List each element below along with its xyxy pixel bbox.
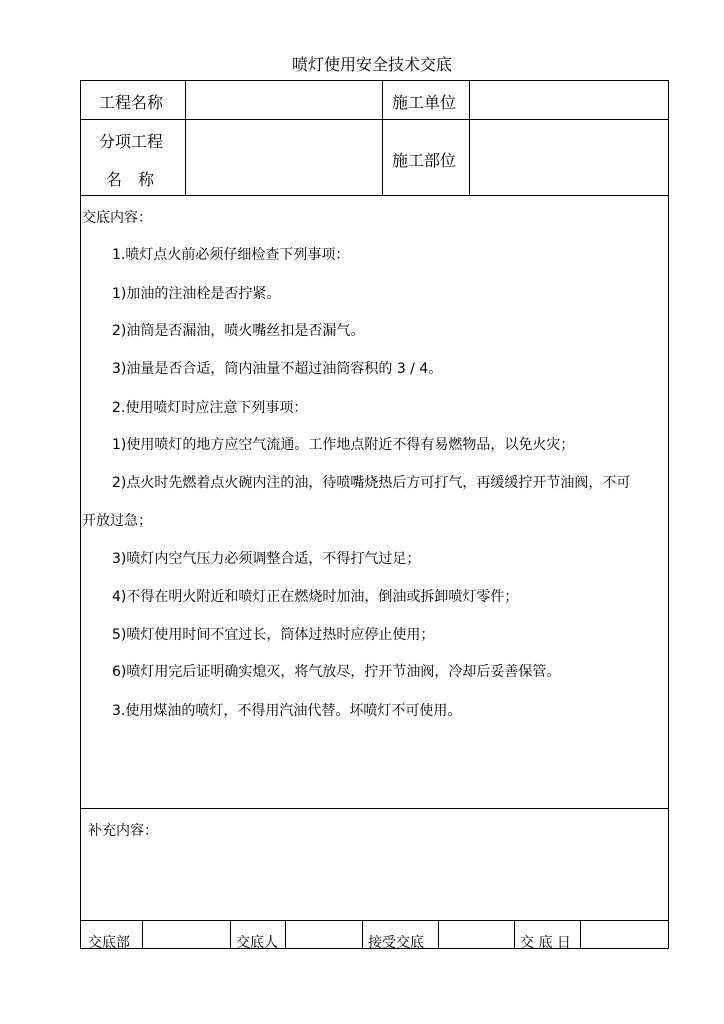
content-line-4: 3)油量是否合适，筒内油量不超过油筒容积的 3 / 4。 (112, 361, 443, 377)
content-line-11: 5)喷灯使用时间不宜过长，筒体过热时应停止使用； (112, 627, 435, 643)
col-divider-header-3 (469, 80, 470, 196)
col-divider-footer-4 (362, 920, 363, 948)
sub-project-label-line1: 分项工程 (99, 132, 164, 151)
row-divider-2 (80, 195, 669, 196)
content-line-1: 1.喷灯点火前必须仔细检查下列事项： (112, 247, 350, 263)
col-divider-footer-5 (438, 920, 439, 948)
handover-date-value[interactable] (586, 932, 664, 950)
receiver-value[interactable] (444, 932, 508, 950)
handover-dept-label: 交底部 (88, 935, 130, 951)
col-divider-footer-1 (142, 920, 143, 948)
row-divider-1 (80, 119, 669, 120)
col-divider-footer-3 (285, 920, 286, 948)
content-line-13: 3.使用煤油的喷灯，不得用汽油代替。坏喷灯不可使用。 (112, 703, 462, 719)
content-line-5: 2.使用喷灯时应注意下列事项： (112, 400, 308, 416)
construction-part-label: 施工部位 (392, 151, 457, 170)
handover-person-label: 交底人 (236, 935, 278, 951)
col-divider-footer-6 (514, 920, 515, 948)
handover-form-table (80, 80, 669, 949)
content-line-9: 3)喷灯内空气压力必须调整合适，不得打气过足； (112, 551, 421, 567)
handover-date-label: 交 底 日 (520, 935, 571, 951)
content-line-3: 2)油筒是否漏油，喷火嘴丝扣是否漏气。 (112, 323, 365, 339)
content-label: 交底内容： (82, 210, 152, 226)
content-line-6: 1)使用喷灯的地方应空气流通。工作地点附近不得有易燃物品，以免火灾； (112, 437, 575, 453)
construction-unit-label: 施工单位 (392, 93, 457, 112)
sub-project-value[interactable] (192, 146, 376, 168)
document-title: 喷灯使用安全技术交底 (291, 55, 452, 74)
col-divider-footer-7 (580, 920, 581, 948)
supplement-label: 补充内容： (88, 823, 158, 839)
content-line-10: 4)不得在明火附近和喷灯正在燃烧时加油，倒油或拆卸喷灯零件； (112, 589, 519, 605)
row-divider-3 (80, 808, 669, 809)
construction-part-value[interactable] (476, 148, 662, 170)
content-line-8: 开放过急； (82, 513, 152, 529)
handover-person-value[interactable] (291, 932, 356, 950)
content-line-12: 6)喷灯用完后证明确实熄灭，将气放尽，拧开节油阀，冷却后妥善保管。 (112, 664, 561, 680)
sub-project-label-line2: 名 称 (106, 170, 155, 189)
col-divider-header-1 (185, 80, 186, 196)
col-divider-footer-2 (230, 920, 231, 948)
content-line-2: 1)加油的注油栓是否拧紧。 (112, 286, 281, 302)
handover-dept-value[interactable] (148, 932, 224, 950)
receiver-label: 接受交底 (368, 935, 424, 951)
project-name-value[interactable] (192, 90, 376, 112)
project-name-label: 工程名称 (99, 93, 164, 112)
col-divider-header-2 (382, 80, 383, 196)
content-line-7: 2)点火时先燃着点火碗内注的油，待喷嘴烧热后方可打气，再缓缓拧开节油阀，不可 (112, 475, 631, 491)
construction-unit-value[interactable] (476, 90, 662, 112)
